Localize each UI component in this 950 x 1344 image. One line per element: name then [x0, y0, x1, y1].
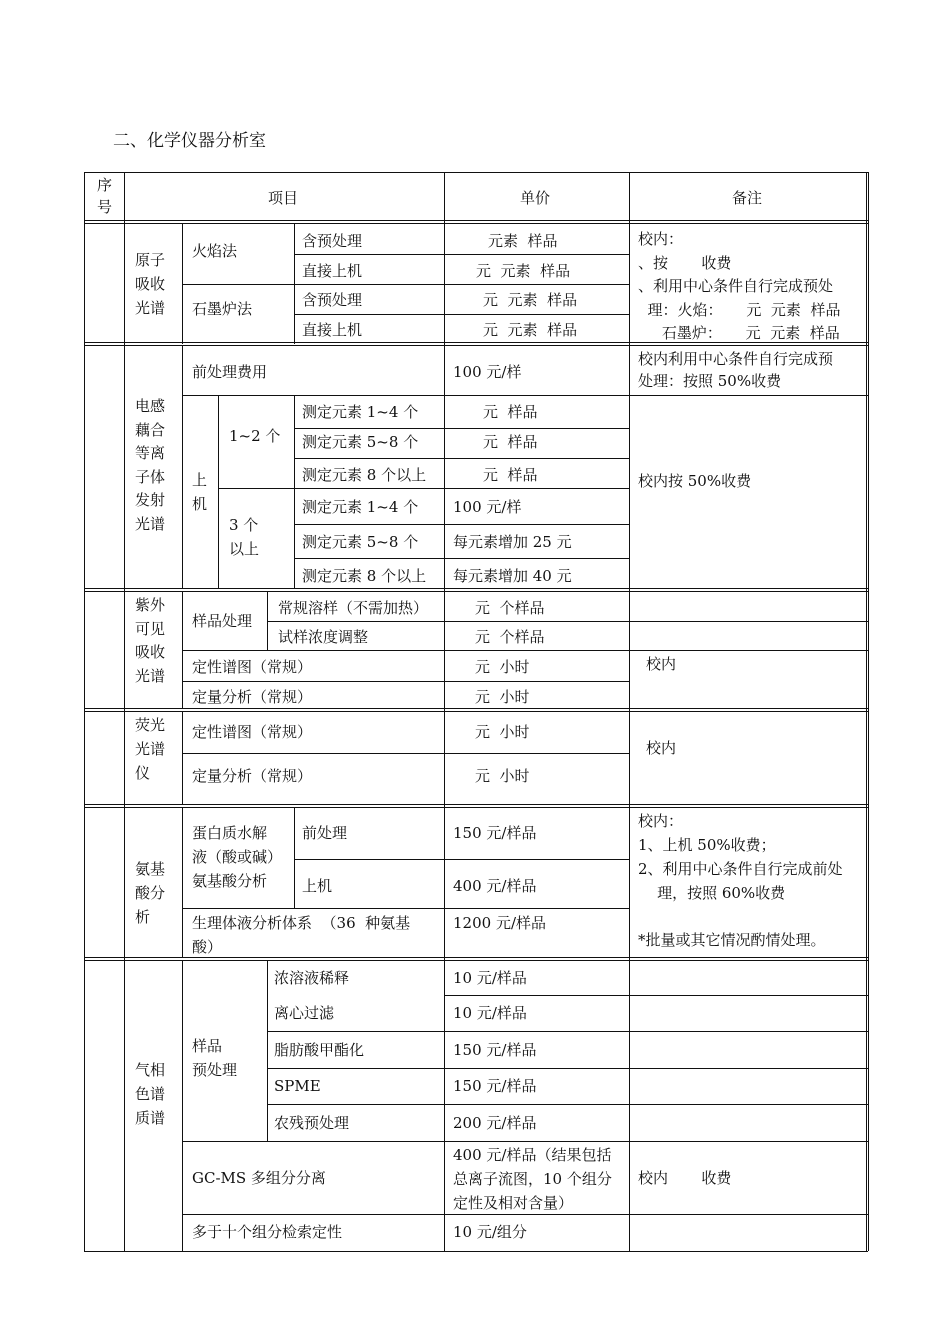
table-rule: [294, 314, 629, 315]
row-item: 前处理费用: [192, 363, 268, 381]
table-rule: [182, 711, 183, 804]
row-item: 直接上机: [302, 262, 363, 280]
table-rule: [84, 591, 868, 592]
table-rule: [267, 960, 268, 1141]
row-item: 测定元素 5~8 个: [302, 433, 419, 451]
table-rule: [294, 458, 629, 459]
row-item: 测定元素 1~4 个: [302, 403, 419, 421]
row-item: 含预处理: [302, 232, 363, 250]
note-text: 校内利用中心条件自行完成预 处理：按照 50%收费: [638, 350, 834, 390]
table-rule: [294, 524, 629, 525]
table-rule: [294, 558, 629, 559]
method-label: 蛋白质水解 液（酸或碱） 氨基酸分析: [192, 824, 283, 890]
table-rule: [84, 1251, 868, 1252]
row-price: 元 小时: [475, 688, 530, 706]
table-rule: [182, 650, 868, 651]
table-rule: [182, 284, 629, 285]
table-rule: [267, 1031, 868, 1032]
row-item: SPME: [274, 1077, 321, 1095]
row-price: 元 元素 样品: [476, 262, 571, 280]
row-item: 脂肪酸甲酯化: [274, 1041, 365, 1059]
row-price: 元 小时: [475, 767, 530, 785]
note-line: 石墨炉： 元 元素 样品: [638, 324, 840, 342]
row-price: 1200 元/样品: [453, 914, 546, 932]
table-rule: [182, 960, 183, 1251]
table-rule: [294, 428, 629, 429]
table-rule: [182, 345, 183, 588]
row-item: 测定元素 1~4 个: [302, 498, 419, 516]
table-rule: [182, 395, 868, 396]
sample-label: 样品处理: [192, 612, 253, 630]
row-price: 元 样品: [483, 403, 538, 421]
row-item: 浓溶液稀释: [274, 969, 350, 987]
row-price: 150 元/样品: [453, 1041, 537, 1059]
table-rule: [294, 395, 295, 588]
row-price: 100 元/样: [453, 363, 522, 381]
column-header-price: 单价: [520, 189, 551, 207]
note-text: 校内: [646, 655, 677, 673]
table-rule: [84, 711, 868, 712]
row-price: 100 元/样: [453, 498, 522, 516]
row-price: 150 元/样品: [453, 1077, 537, 1095]
row-item: 测定元素 8 个以上: [302, 466, 427, 484]
row-price: 每元素增加 40 元: [453, 567, 572, 585]
table-rule: [294, 859, 629, 860]
machine-label: 上 机: [192, 471, 208, 513]
note-line: 2、利用中心条件自行完成前处: [638, 860, 843, 878]
table-rule: [294, 807, 295, 908]
table-rule: [84, 960, 868, 961]
table-rule: [84, 804, 868, 805]
row-price: 150 元/样品: [453, 824, 537, 842]
group-label: 3 个 以上: [229, 516, 260, 558]
row-item: 定性谱图（常规）: [192, 658, 313, 676]
row-price: 每元素增加 25 元: [453, 533, 572, 551]
row-item: 直接上机: [302, 321, 363, 339]
table-rule: [84, 807, 868, 808]
section-name: 原子 吸收 光谱: [135, 251, 166, 317]
note-line: 1、上机 50%收费；: [638, 836, 776, 854]
table-rule: [84, 172, 868, 173]
row-price: 元素 样品: [488, 232, 558, 250]
row-price: 元 样品: [483, 433, 538, 451]
note-line: *批量或其它情况酌情处理。: [638, 931, 826, 949]
table-rule: [84, 588, 868, 589]
row-price: 10 元/样品: [453, 1004, 527, 1022]
row-item: 农残预处理: [274, 1114, 350, 1132]
row-item: 含预处理: [302, 291, 363, 309]
row-item: 定量分析（常规）: [192, 688, 313, 706]
row-item: 测定元素 8 个以上: [302, 567, 427, 585]
row-price: 400 元/样品（结果包括 总离子流图，10 个组分 定性及相对含量）: [453, 1146, 612, 1212]
table-rule: [182, 908, 629, 909]
note-line: 校内：: [638, 812, 684, 830]
section-name: 氨基 酸分 析: [135, 860, 166, 926]
method-label: 火焰法: [192, 242, 238, 260]
section-name: 电感 藕合 等离 子体 发射 光谱: [135, 397, 166, 533]
table-rule: [267, 1068, 868, 1069]
row-price: 元 元素 样品: [483, 291, 578, 309]
row-price: 10 元/样品: [453, 969, 527, 987]
sample-label: 样品 预处理: [192, 1037, 238, 1079]
table-rule: [182, 753, 629, 754]
table-rule: [84, 220, 868, 221]
row-price: 元 小时: [475, 658, 530, 676]
note-text: 校内: [646, 739, 677, 757]
column-header-note: 备注: [732, 189, 763, 207]
table-rule: [182, 807, 183, 957]
row-price: 元 小时: [475, 723, 530, 741]
row-item: GC-MS 多组分分离: [192, 1169, 326, 1187]
row-price: 元 个样品: [475, 599, 545, 617]
note-line: 、按 收费: [638, 253, 732, 272]
table-rule: [218, 488, 629, 489]
note-line: 理：火焰： 元 元素 样品: [638, 300, 841, 319]
row-item: 前处理: [302, 824, 348, 842]
method-label: 石墨炉法: [192, 300, 253, 318]
page-heading: 二、化学仪器分析室: [113, 131, 266, 151]
row-item: 定性谱图（常规）: [192, 723, 313, 741]
table-rule: [868, 172, 869, 1251]
row-item: 定量分析（常规）: [192, 767, 313, 785]
table-rule: [294, 254, 629, 255]
row-item: 常规溶样（不需加热）: [278, 599, 429, 617]
row-item: 离心过滤: [274, 1004, 335, 1022]
note-line: 理，按照 60%收费: [638, 884, 786, 902]
row-price: 400 元/样品: [453, 877, 537, 895]
row-item: 生理体液分析体系 （36 种氨基 酸）: [192, 914, 411, 956]
note-line: 、利用中心条件自行完成预处: [638, 277, 834, 295]
group-label: 1~2 个: [229, 427, 281, 445]
table-rule: [84, 345, 868, 346]
note-text: 校内 收费: [638, 1169, 732, 1187]
column-header-item: 项目: [268, 189, 299, 207]
row-price: 元 元素 样品: [483, 321, 578, 339]
table-rule: [267, 1104, 868, 1105]
section-name: 紫外 可见 吸收 光谱: [135, 596, 166, 685]
column-header-seq: 序 号: [97, 176, 113, 216]
row-price: 元 个样品: [475, 628, 545, 646]
row-price: 10 元/组分: [453, 1223, 527, 1241]
note-text: 校内按 50%收费: [638, 472, 752, 490]
table-rule: [267, 621, 868, 622]
row-item: 测定元素 5~8 个: [302, 533, 419, 551]
table-rule: [182, 1141, 868, 1142]
table-rule: [182, 681, 629, 682]
note-line: 校内：: [638, 230, 684, 248]
row-price: 元 样品: [483, 466, 538, 484]
section-name: 荧光 光谱 仪: [135, 716, 166, 782]
row-item: 试样浓度调整: [278, 628, 369, 646]
row-item: 多于十个组分检索定性: [192, 1223, 343, 1241]
table-rule: [444, 995, 868, 996]
table-rule: [218, 395, 219, 588]
row-item: 上机: [302, 877, 333, 895]
row-price: 200 元/样品: [453, 1114, 537, 1132]
table-rule: [84, 223, 868, 224]
section-name: 气相 色谱 质谱: [135, 1061, 166, 1127]
